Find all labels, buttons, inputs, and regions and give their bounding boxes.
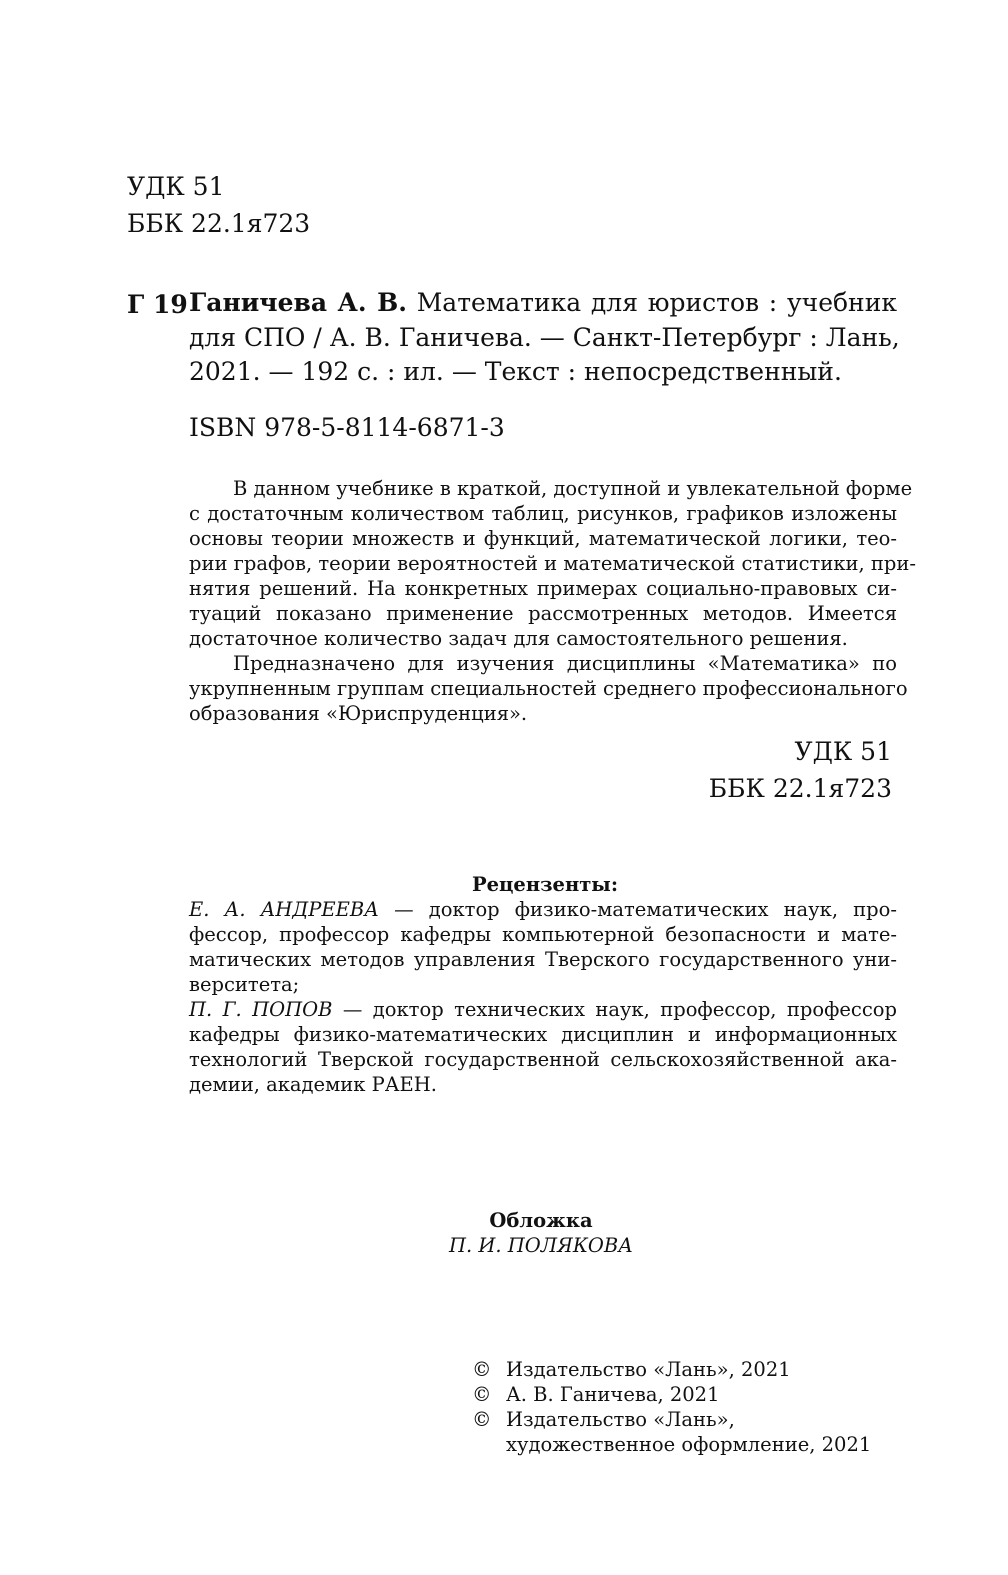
copyright-continuation: художественное оформление, 2021: [506, 1433, 872, 1456]
bbk-code: ББК 22.1я723: [127, 209, 311, 238]
reviewer-line: кафедры физико-математических дисциплин и информационных: [189, 1023, 897, 1046]
annotation-line: Предназначено для изучения дисциплины «Математика» по: [233, 652, 897, 675]
cover-heading: Обложка: [489, 1209, 593, 1232]
record-title: Математика для юристов : учебник: [416, 288, 897, 317]
reviewer-name: П. Г. ПОПОВ: [189, 998, 333, 1021]
copyright-line: [472, 1407, 871, 1432]
annotation-line: образования «Юриспруденция».: [189, 702, 528, 725]
reviewer-line: [189, 897, 897, 922]
annotation-line: рии графов, теории вероятностей и математической статистики, при-: [189, 552, 916, 575]
isbn: ISBN 978-5-8114-6871-3: [189, 413, 505, 442]
reviewer-name: Е. А. АНДРЕЕВА: [189, 898, 379, 921]
copyright-symbol: ©: [472, 1358, 492, 1381]
copyright-symbol: ©: [472, 1408, 492, 1431]
annotation: [189, 476, 916, 726]
reviewer-line: фессор, профессор кафедры компьютерной безопасности и мате-: [189, 923, 897, 946]
annotation-line: с достаточным количеством таблиц, рисунков, графиков изложены: [189, 502, 897, 525]
reviewer-desc: — доктор технических наук, профессор, профессор: [332, 998, 897, 1021]
copyright-line: [472, 1357, 871, 1382]
reviewer-line: [189, 997, 897, 1022]
annotation-line: туаций показано применение рассмотренных методов. Имеется: [189, 602, 897, 625]
copyright-line: [472, 1382, 871, 1407]
record-line: [189, 286, 897, 321]
reviewer-desc: — доктор физико-математических наук, про-: [378, 898, 897, 921]
reviewer-line: матических методов управления Тверского государственного уни-: [189, 948, 897, 971]
cover-designer: П. И. ПОЛЯКОВА: [449, 1234, 633, 1257]
copyright-symbol: ©: [472, 1383, 492, 1406]
record-author: Ганичева А. В.: [189, 288, 407, 317]
udk-code: УДК 51: [794, 737, 892, 766]
udk-code: УДК 51: [127, 172, 225, 201]
bbk-code: ББК 22.1я723: [708, 774, 892, 803]
reviewers-list: [189, 897, 897, 1097]
reviewer-line: верситета;: [189, 973, 300, 996]
classification-bottom: [709, 733, 892, 807]
record-line: 2021. — 192 с. : ил. — Текст : непосредственный.: [189, 357, 842, 386]
annotation-line: достаточное количество задач для самостоятельного решения.: [189, 627, 848, 650]
copyright-text: Издательство «Лань»,: [506, 1408, 735, 1431]
bibliographic-record: [189, 286, 900, 390]
reviewer-line: демии, академик РАЕН.: [189, 1073, 437, 1096]
reviewer-line: технологий Тверской государственной сельскохозяйственной ака-: [189, 1048, 897, 1071]
reviewers-heading: Рецензенты:: [471, 873, 619, 896]
annotation-line: В данном учебнике в краткой, доступной и увлекательной форме: [233, 477, 913, 500]
copyright-text: А. В. Ганичева, 2021: [506, 1383, 720, 1406]
classification-top: [127, 168, 310, 242]
annotation-line: укрупненным группам специальностей среднего профессионального: [189, 677, 908, 700]
record-line: для СПО / А. В. Ганичева. — Санкт-Петербург : Лань,: [189, 322, 900, 352]
copyright-block: [472, 1357, 871, 1457]
copyright-text: Издательство «Лань», 2021: [506, 1358, 791, 1381]
author-index: Г 19: [127, 290, 188, 319]
annotation-line: основы теории множеств и функций, математической логики, тео-: [189, 527, 897, 550]
annotation-line: нятия решений. На конкретных примерах социально-правовых си-: [189, 577, 897, 600]
